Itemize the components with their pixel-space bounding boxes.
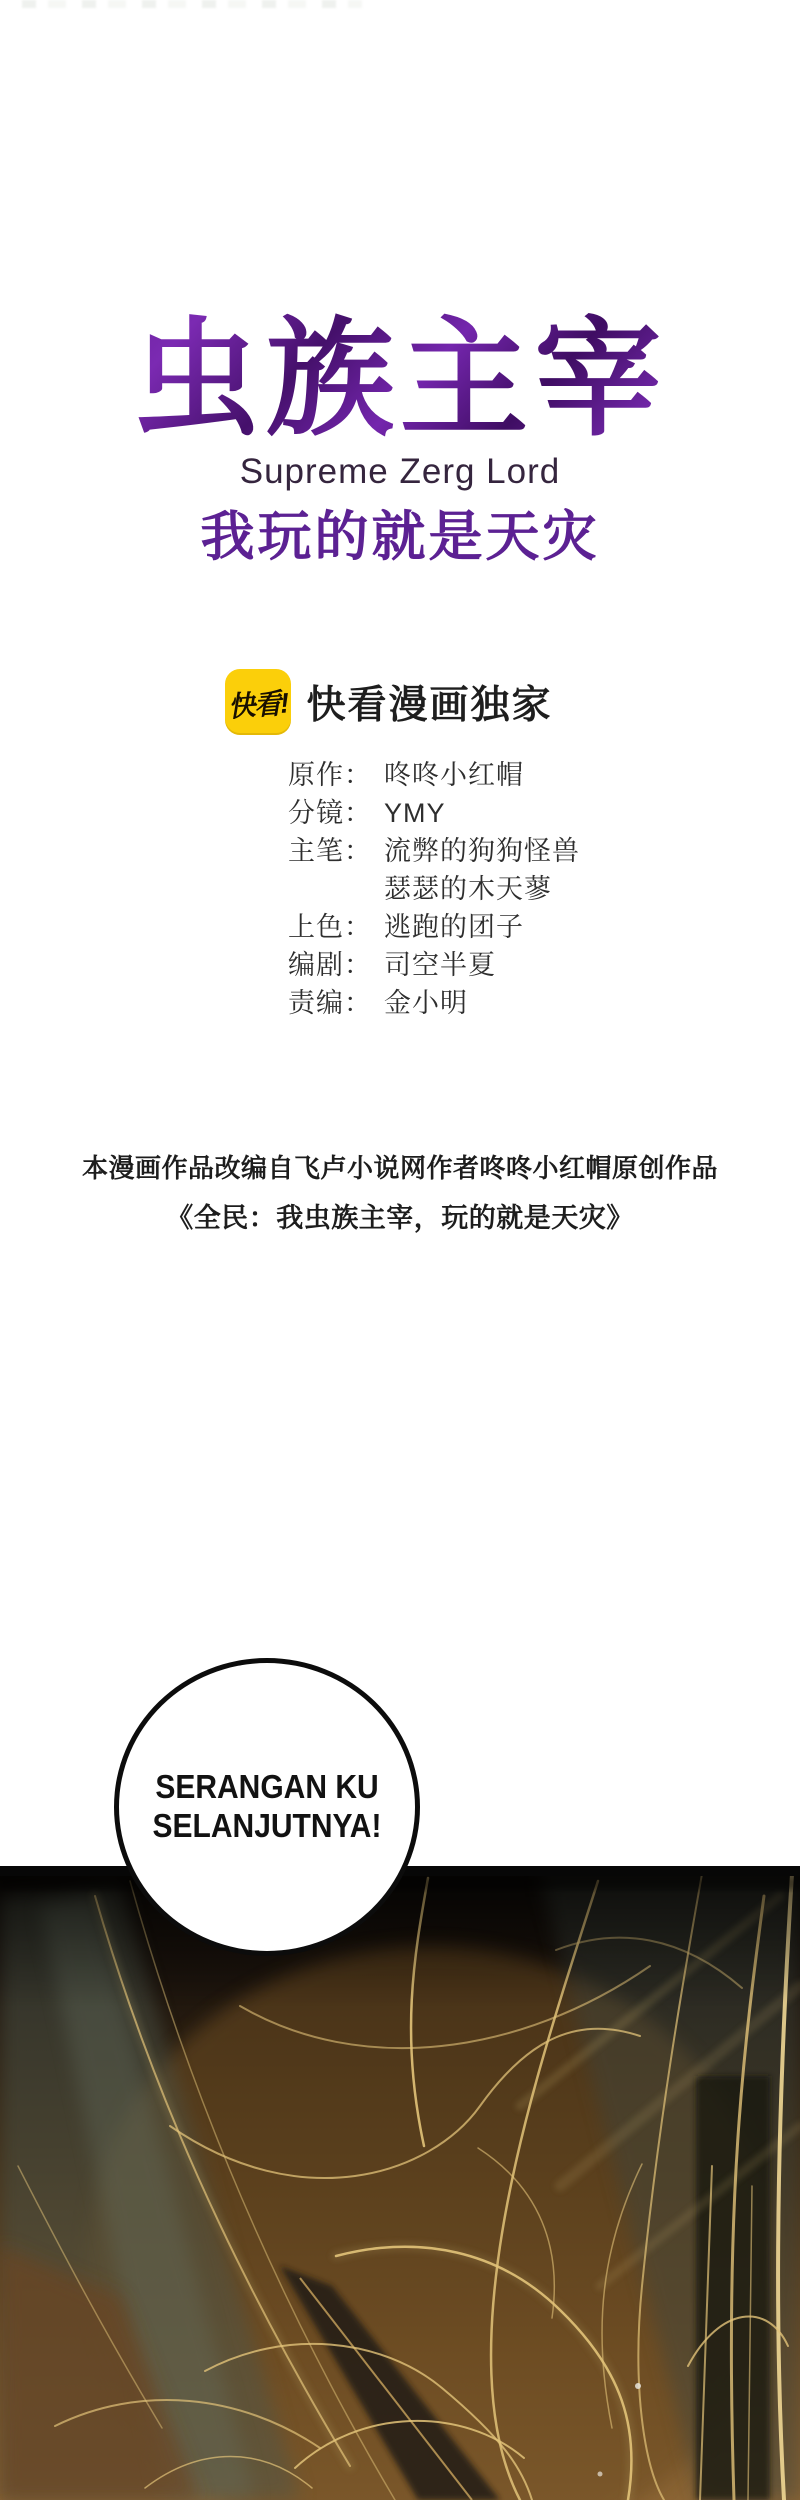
credit-row-colorist <box>0 908 800 946</box>
speech-bubble-text-line1: SERANGAN KU <box>155 1769 379 1806</box>
energy-flames-illustration <box>0 1866 800 2500</box>
credit-value: 咚咚小红帽 <box>384 760 524 790</box>
credit-row-editor <box>0 984 800 1022</box>
adaptation-notice-line1: 本漫画作品改编自飞卢小说网作者咚咚小红帽原创作品 <box>81 1153 718 1183</box>
credit-value: 逃跑的团子 <box>384 912 524 942</box>
credit-label: 编剧： <box>288 950 372 980</box>
credit-row-screenwriter <box>0 946 800 984</box>
publisher-exclusive-label: 快看漫画独家 <box>306 684 553 727</box>
page-subtitle-english: Supreme Zerg Lord <box>239 452 561 491</box>
credit-value: 金小明 <box>384 988 468 1018</box>
comic-panel-artwork <box>0 1866 800 2500</box>
credit-value: YMY <box>384 798 446 828</box>
page-title: 虫族主宰 <box>0 310 800 451</box>
credit-row-lead-artist <box>0 832 800 908</box>
credit-label: 分镜： <box>288 798 372 828</box>
publisher-lockup <box>0 666 789 738</box>
credit-label: 主笔： <box>288 836 372 866</box>
page-subtitle-chinese: 我玩的就是天灾 <box>200 507 600 567</box>
credit-row-original-author <box>0 756 800 794</box>
credit-value: 流弊的狗狗怪兽 <box>384 836 580 866</box>
credit-value: 司空半夏 <box>384 950 496 980</box>
top-edge-artifact <box>22 0 362 8</box>
credit-value: 瑟瑟的木天蓼 <box>384 874 552 904</box>
kuaikan-logo-icon <box>225 669 291 735</box>
credit-label: 责编： <box>288 988 372 1018</box>
speech-bubble <box>114 1658 420 1956</box>
adaptation-notice-line2: 《全民：我虫族主宰，玩的就是天灾》 <box>166 1203 634 1233</box>
speech-bubble-text-line2: SELANJUTNYA! <box>152 1808 382 1845</box>
credits-list <box>0 756 800 1022</box>
credit-label: 上色： <box>288 912 372 942</box>
kuaikan-logo-text: 快看! <box>227 686 290 723</box>
credit-label: 原作： <box>288 760 372 790</box>
credit-row-storyboard <box>0 794 800 832</box>
